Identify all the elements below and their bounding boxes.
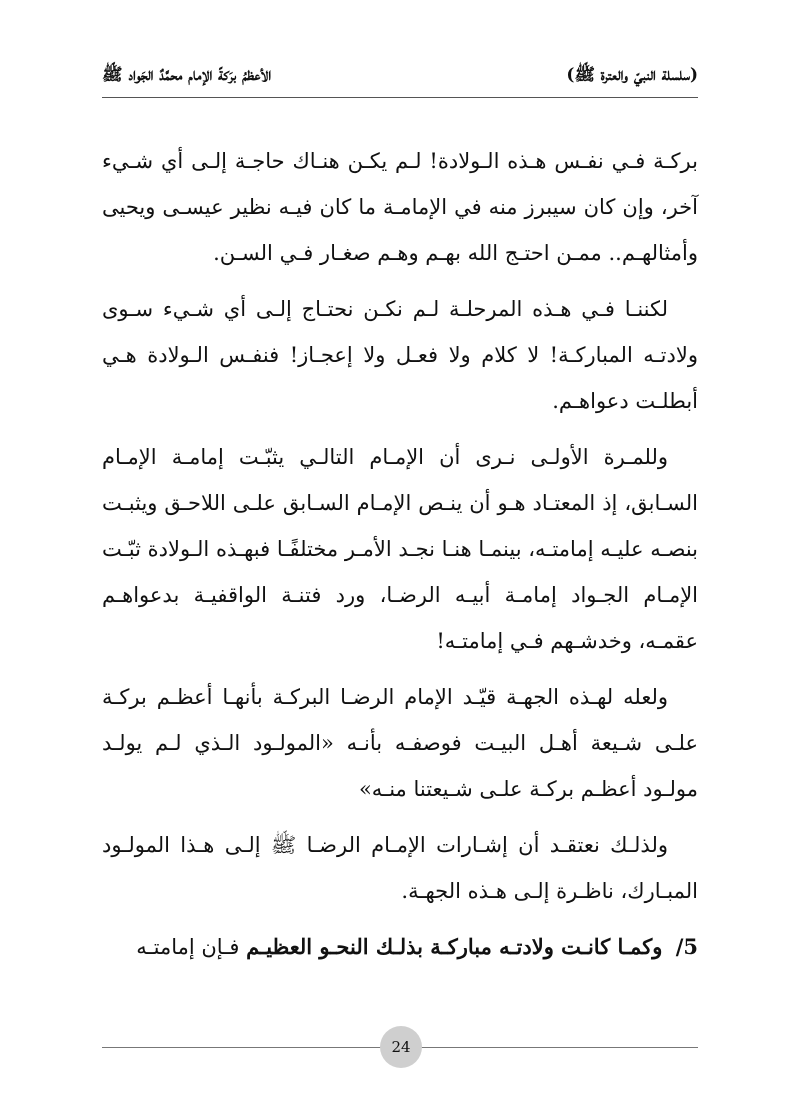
series-title: (سلسلة النبيّ والعترة ﷺ)	[566, 64, 698, 85]
numbered-point	[102, 924, 698, 970]
running-header	[102, 58, 698, 94]
paragraph: لكننـا فـي هـذه المرحلـة لـم نكـن نحتـاج إلـى أي شـيء سـوى ولادتـه المباركـة! لا كلام ولا فعـل ولا إعجـاز! فنفـس الـولادة هـي أبطلـت دعواهـم.	[102, 297, 698, 413]
body-text	[102, 138, 698, 980]
point-heading: وكمـا كانـت ولادتـه مباركـة بذلـك النحـو العظيـم	[246, 934, 663, 959]
header-divider	[102, 97, 698, 98]
point-continuation: فـإن إمامتـه	[136, 935, 240, 959]
paragraph: ولعله لهـذه الجهـة قيّـد الإمام الرضـا البركـة بأنهـا أعظـم بركـة علـى شـيعة أهـل البيـت فوصفـه بأنـه «المولـود الـذي لـم يولـد مولـود أعظـم بركـة علـى شـيعتنا منـه»	[102, 685, 698, 801]
page-number: 24	[391, 1038, 411, 1056]
paragraph: ولذلـك نعتقـد أن إشـارات الإمـام الرضـا ﷺ إلـى هـذا المولـود المبـارك، ناظـرة إلـى هـذه الجهـة.	[102, 833, 698, 903]
paragraph: وللمـرة الأولـى نـرى أن الإمـام التالـي يثبّـت إمامـة الإمـام السـابق، إذ المعتـاد هـو أن ينـص الإمـام السـابق علـى اللاحـق ويثبـت بنصـه عليـه إمامتـه، بينمـا هنـا نجـد الأمـر مختلفًـا فبهـذه الـولادة ثبّـت الإمـام الجـواد إمامـة أبيـه الرضـا، ورد فتنـة الواقفيـة بدعواهـم عقمـه، وخدشـهم فـي إمامتـه!	[102, 445, 698, 653]
paragraph: بركـة فـي نفـس هـذه الـولادة! لـم يكـن هنـاك حاجـة إلـى أي شـيء آخر، وإن كان سيبرز منه في الإمامـة ما كان فيـه نظير عيسـى ويحيى وأمثالهـم.. ممـن احتـج الله بهـم وهـم صغـار فـي السـن.	[102, 149, 698, 265]
point-number: 5/	[675, 934, 698, 959]
page-number-badge	[380, 1026, 422, 1068]
book-title: الأعظمُ برَكةً الإمام محمَّدٌ الجَواد ﷺ	[102, 64, 272, 85]
